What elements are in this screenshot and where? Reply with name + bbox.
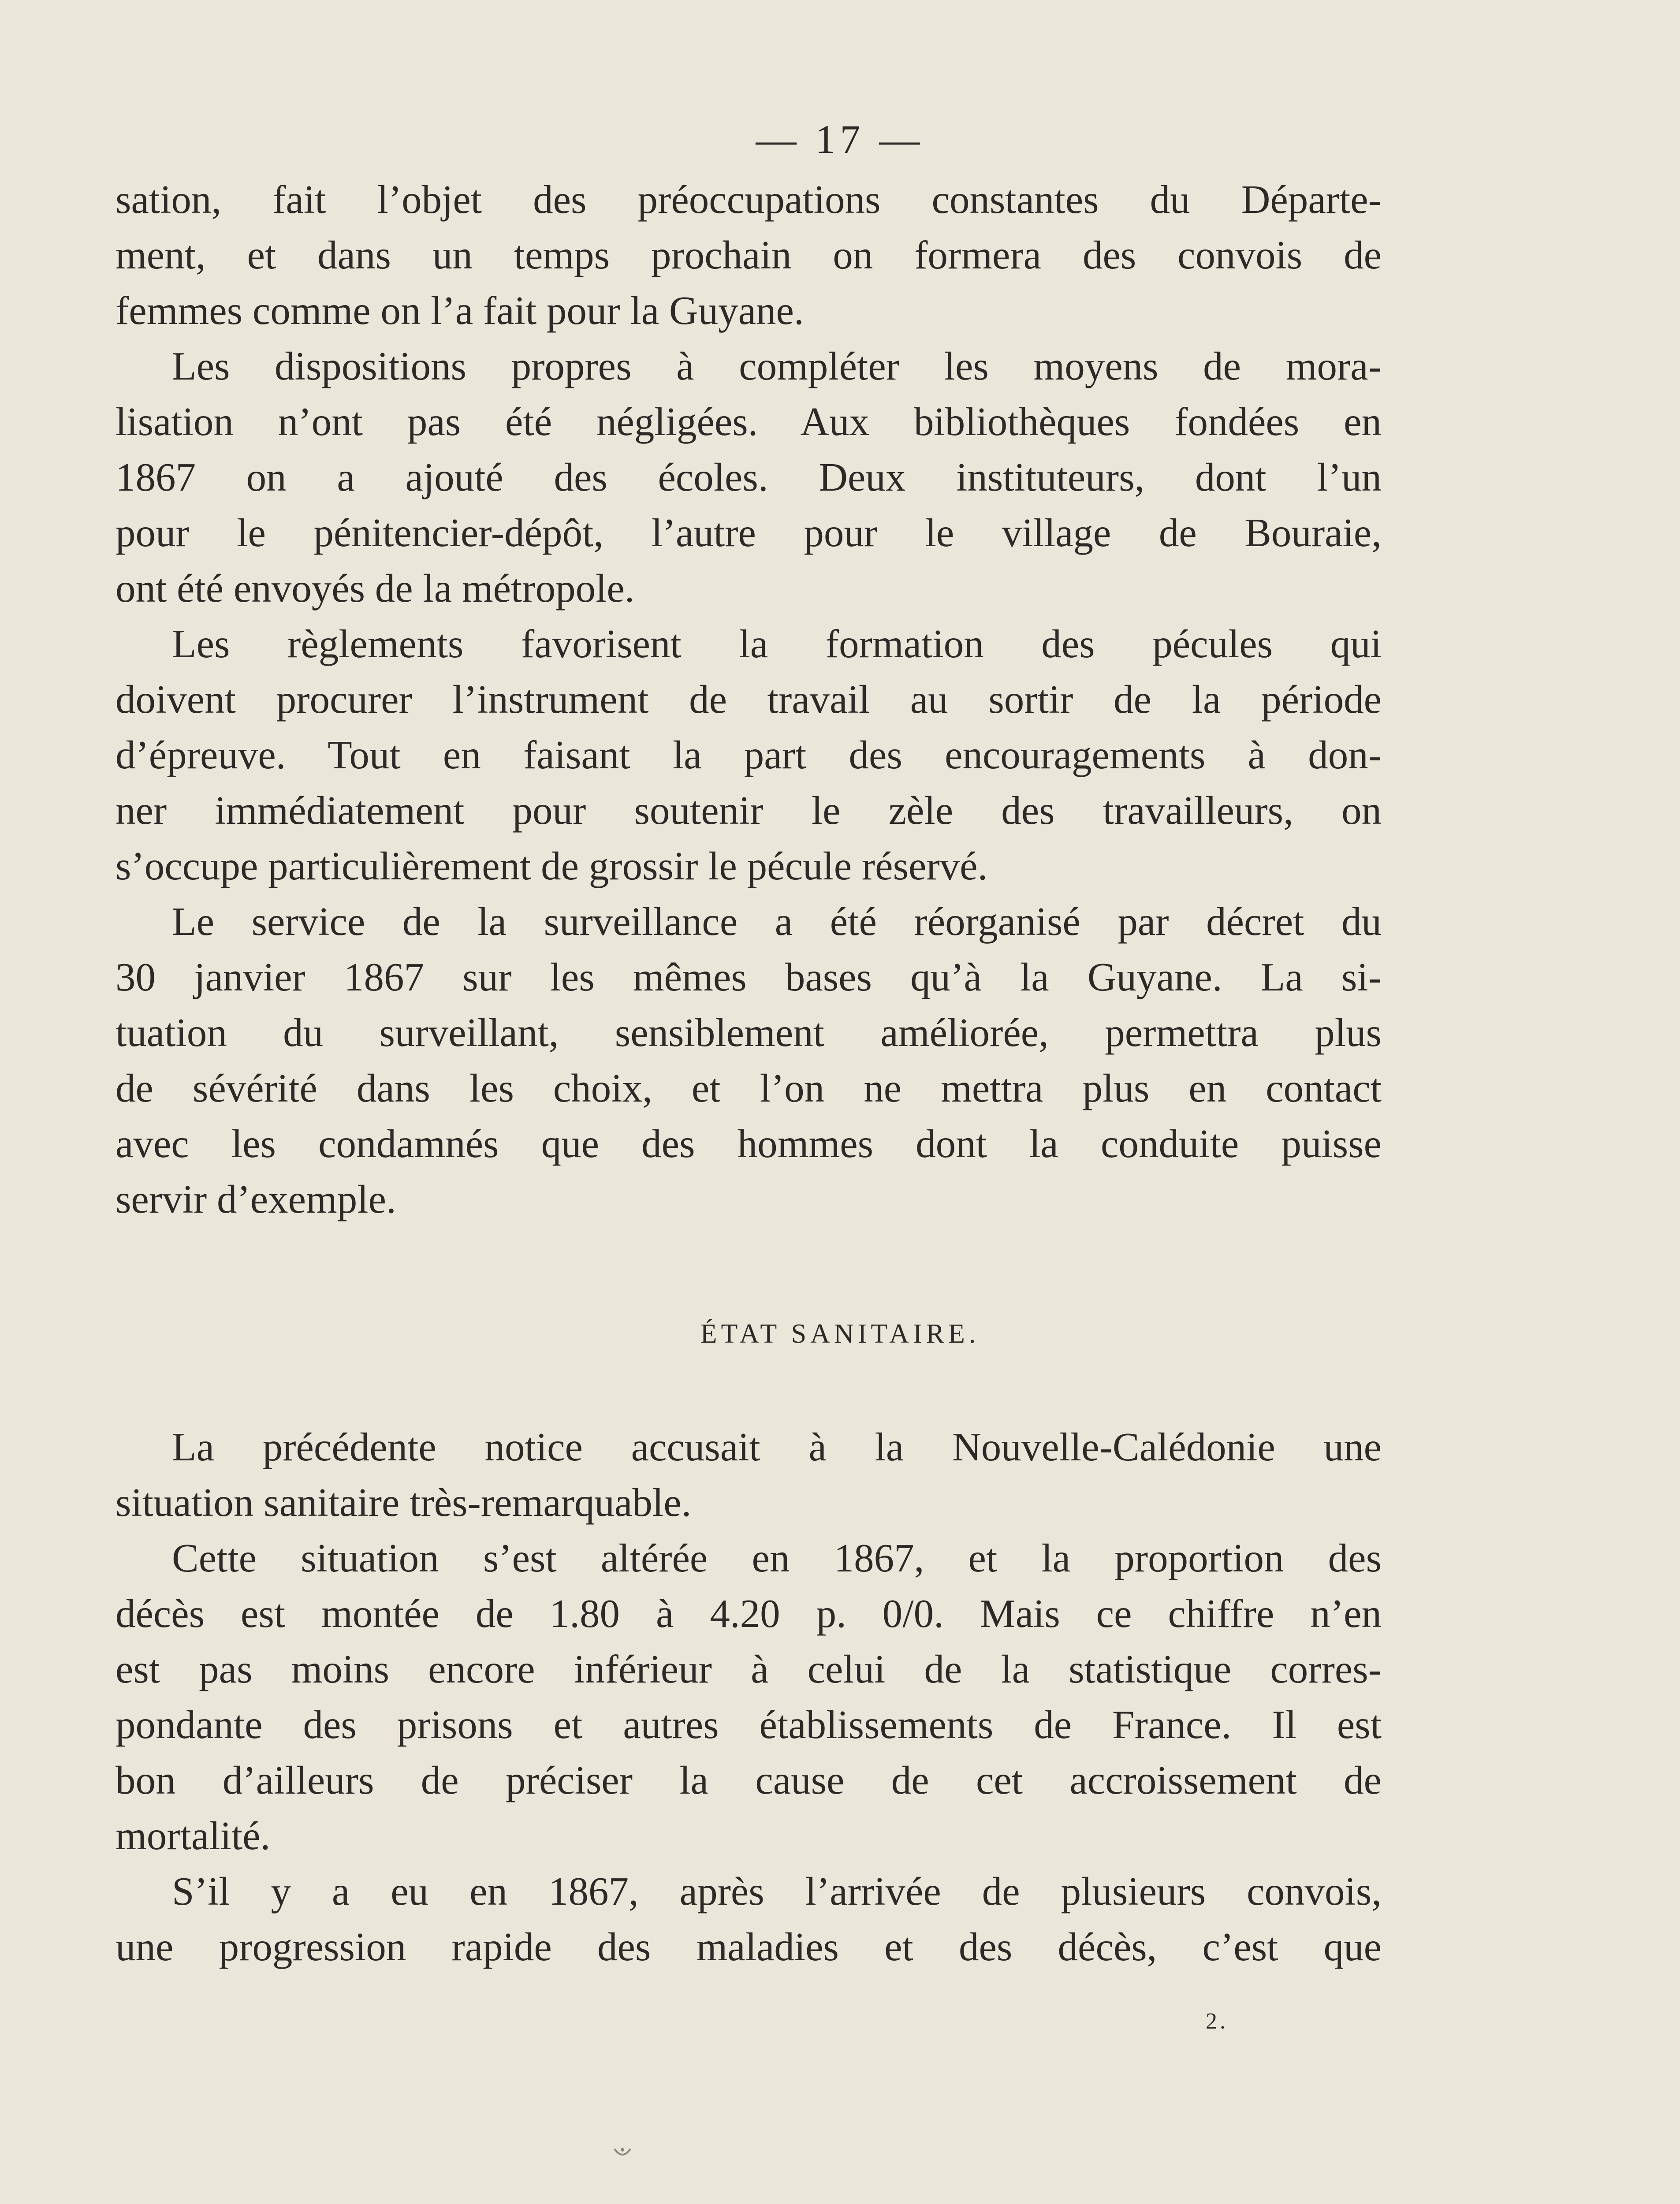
text-line: servir d’exemple. xyxy=(115,1177,396,1221)
text-block-1 xyxy=(115,172,1382,1227)
text-line: décès est montée de 1.80 à 4.20 p. 0/0. Mais ce chiffre n’en xyxy=(115,1591,1382,1636)
text-line: Les dispositions propres à compléter les moyens de mora- xyxy=(172,344,1382,388)
ornament-icon xyxy=(612,2144,633,2159)
text-line: ont été envoyés de la métropole. xyxy=(115,566,635,611)
text-line: d’épreuve. Tout en faisant la part des encouragements à don- xyxy=(115,733,1382,777)
text-line: sation, fait l’objet des préoccupations constantes du Départe- xyxy=(115,177,1382,222)
text-line: Cette situation s’est altérée en 1867, et la proportion des xyxy=(172,1536,1382,1580)
text-line: 30 janvier 1867 sur les mêmes bases qu’à la Guyane. La si- xyxy=(115,955,1382,999)
text-line: avec les condamnés que des hommes dont la conduite puisse xyxy=(115,1121,1382,1166)
signature-mark: 2. xyxy=(1206,2009,1228,2034)
text-line: tuation du surveillant, sensiblement améliorée, permettra plus xyxy=(115,1010,1382,1055)
text-block-2 xyxy=(115,1419,1382,1975)
text-line: de sévérité dans les choix, et l’on ne mettra plus en contact xyxy=(115,1066,1382,1110)
section-title: ÉTAT SANITAIRE. xyxy=(700,1319,980,1349)
text-line: situation sanitaire très-remarquable. xyxy=(115,1480,692,1525)
text-line: 1867 on a ajouté des écoles. Deux instituteurs, dont l’un xyxy=(115,455,1382,499)
text-line: Les règlements favorisent la formation des pécules qui xyxy=(172,622,1382,666)
text-line: Le service de la surveillance a été réorganisé par décret du xyxy=(172,899,1382,944)
text-line: femmes comme on l’a fait pour la Guyane. xyxy=(115,288,804,333)
text-line: La précédente notice accusait à la Nouvelle-Calédonie une xyxy=(172,1425,1382,1469)
text-line: pour le pénitencier-dépôt, l’autre pour le village de Bouraie, xyxy=(115,510,1382,555)
text-line: une progression rapide des maladies et des décès, c’est que xyxy=(115,1925,1382,1969)
page-number: — 17 — xyxy=(756,117,924,162)
text-line: ment, et dans un temps prochain on formera des convois de xyxy=(115,233,1382,277)
text-line: pondante des prisons et autres établissements de France. Il est xyxy=(115,1702,1382,1747)
text-line: s’occupe particulièrement de grossir le pécule réservé. xyxy=(115,844,988,888)
text-line: S’il y a eu en 1867, après l’arrivée de plusieurs convois, xyxy=(172,1869,1382,1914)
text-line: bon d’ailleurs de préciser la cause de cet accroissement de xyxy=(115,1758,1382,1802)
text-line: lisation n’ont pas été négligées. Aux bibliothèques fondées en xyxy=(115,399,1382,444)
text-line: est pas moins encore inférieur à celui de la statistique corres- xyxy=(115,1647,1382,1691)
text-line: mortalité. xyxy=(115,1813,271,1858)
text-line: ner immédiatement pour soutenir le zèle des travailleurs, on xyxy=(115,788,1382,833)
text-line: doivent procurer l’instrument de travail au sortir de la période xyxy=(115,677,1382,722)
